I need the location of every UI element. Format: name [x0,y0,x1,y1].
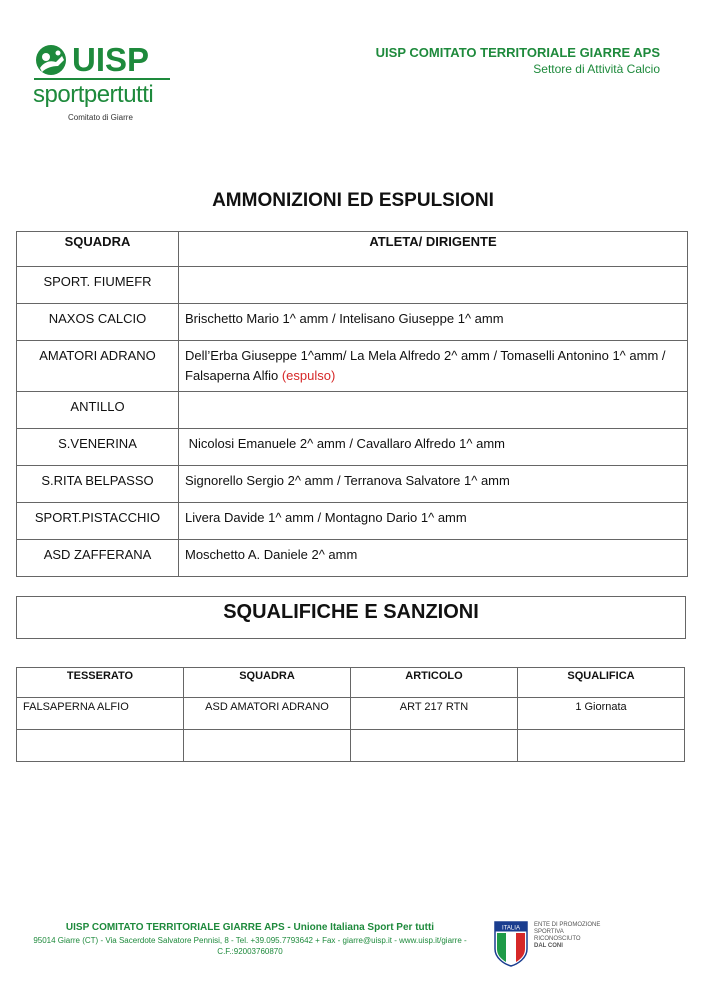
logo-divider [34,78,170,80]
athletes-cell [179,392,688,429]
athletes-cell [179,341,688,392]
athletes-cell: Brischetto Mario 1^ amm / Intelisano Giuseppe 1^ amm [179,304,688,341]
logo-brand-text: UISP [72,41,150,78]
coni-line: DAL CONI [534,943,563,949]
column-header-team: SQUADRA [184,668,351,698]
coni-line: ENTE DI PROMOZIONE [534,922,601,928]
table-row [17,503,688,540]
column-header-ban: SQUALIFICA [518,668,685,698]
coni-recognition-text [534,922,600,950]
table-row [17,540,688,577]
table-header-row [17,232,688,267]
athletes-cell: Signorello Sergio 2^ amm / Terranova Salvatore 1^ amm [179,466,688,503]
article-cell: ART 217 RTN [351,698,518,730]
uisp-runner-icon [34,44,68,76]
table-row [17,698,685,730]
logo-comitato: Comitato di Giarre [68,113,133,122]
coni-badge [494,921,624,971]
table-row [17,429,688,466]
footer-title: UISP COMITATO TERRITORIALE GIARRE APS - Unione Italiana Sport Per tutti [65,922,435,933]
team-cell: SPORT.PISTACCHIO [17,503,179,540]
organization-name: UISP COMITATO TERRITORIALE GIARRE APS [375,45,660,60]
warnings-table [16,231,688,577]
team-cell: SPORT. FIUMEFR [17,267,179,304]
athletes-cell: Nicolosi Emanuele 2^ amm / Cavallaro Alfredo 1^ amm [179,429,688,466]
athletes-cell: Livera Davide 1^ amm / Montagno Dario 1^ amm [179,503,688,540]
player-cell: FALSAPERNA ALFIO [17,698,184,730]
table-row [17,466,688,503]
team-cell: NAXOS CALCIO [17,304,179,341]
table-row [17,341,688,392]
table-header-row [17,668,685,698]
table-row [17,730,685,762]
logo-tagline: sportpertutti [33,81,154,108]
coni-line: RICONOSCIUTO [534,936,581,942]
footer [30,921,470,957]
sanctions-table [16,667,685,762]
section-title-sanctions: SQUALIFICHE E SANZIONI [16,596,686,639]
header-organization-block [376,44,660,77]
expelled-label: (espulso) [281,368,336,383]
team-cell [184,730,351,762]
column-header-athlete: ATLETA/ DIRIGENTE [179,232,688,267]
ban-cell [518,730,685,762]
team-cell: S.VENERINA [17,429,179,466]
team-cell: ANTILLO [17,392,179,429]
ban-cell: 1 Giornata [518,698,685,730]
column-header-player: TESSERATO [17,668,184,698]
table-row [17,304,688,341]
team-cell: S.RITA BELPASSO [17,466,179,503]
article-cell [351,730,518,762]
column-header-article: ARTICOLO [351,668,518,698]
team-cell: ASD AMATORI ADRANO [184,698,351,730]
athletes-text: Dell’Erba Giuseppe 1^amm/ La Mela Alfredo 2^ amm / Tomaselli Antonino 1^ amm / Falsaperna Alfio [185,348,666,383]
athletes-cell: Moschetto A. Daniele 2^ amm [179,540,688,577]
team-cell: AMATORI ADRANO [17,341,179,392]
uisp-logo [30,40,180,128]
team-cell: ASD ZAFFERANA [17,540,179,577]
coni-country-label: ITALIA [502,925,520,932]
table-row [17,392,688,429]
footer-address: 95014 Giarre (CT) - Via Sacerdote Salvatore Pennisi, 8 - Tel. +39.095.7793642 + Fax - giarre@uisp.it - www.uisp.it/giarre - C.F.:92003760870 [33,936,467,956]
athletes-cell [179,267,688,304]
section-title-warnings: AMMONIZIONI ED ESPULSIONI [212,190,494,211]
table-row [17,267,688,304]
italia-shield-icon [494,921,528,967]
player-cell [17,730,184,762]
column-header-team: SQUADRA [17,232,179,267]
coni-line: SPORTIVA [534,929,564,935]
sector-name: Settore di Attività Calcio [533,62,660,76]
